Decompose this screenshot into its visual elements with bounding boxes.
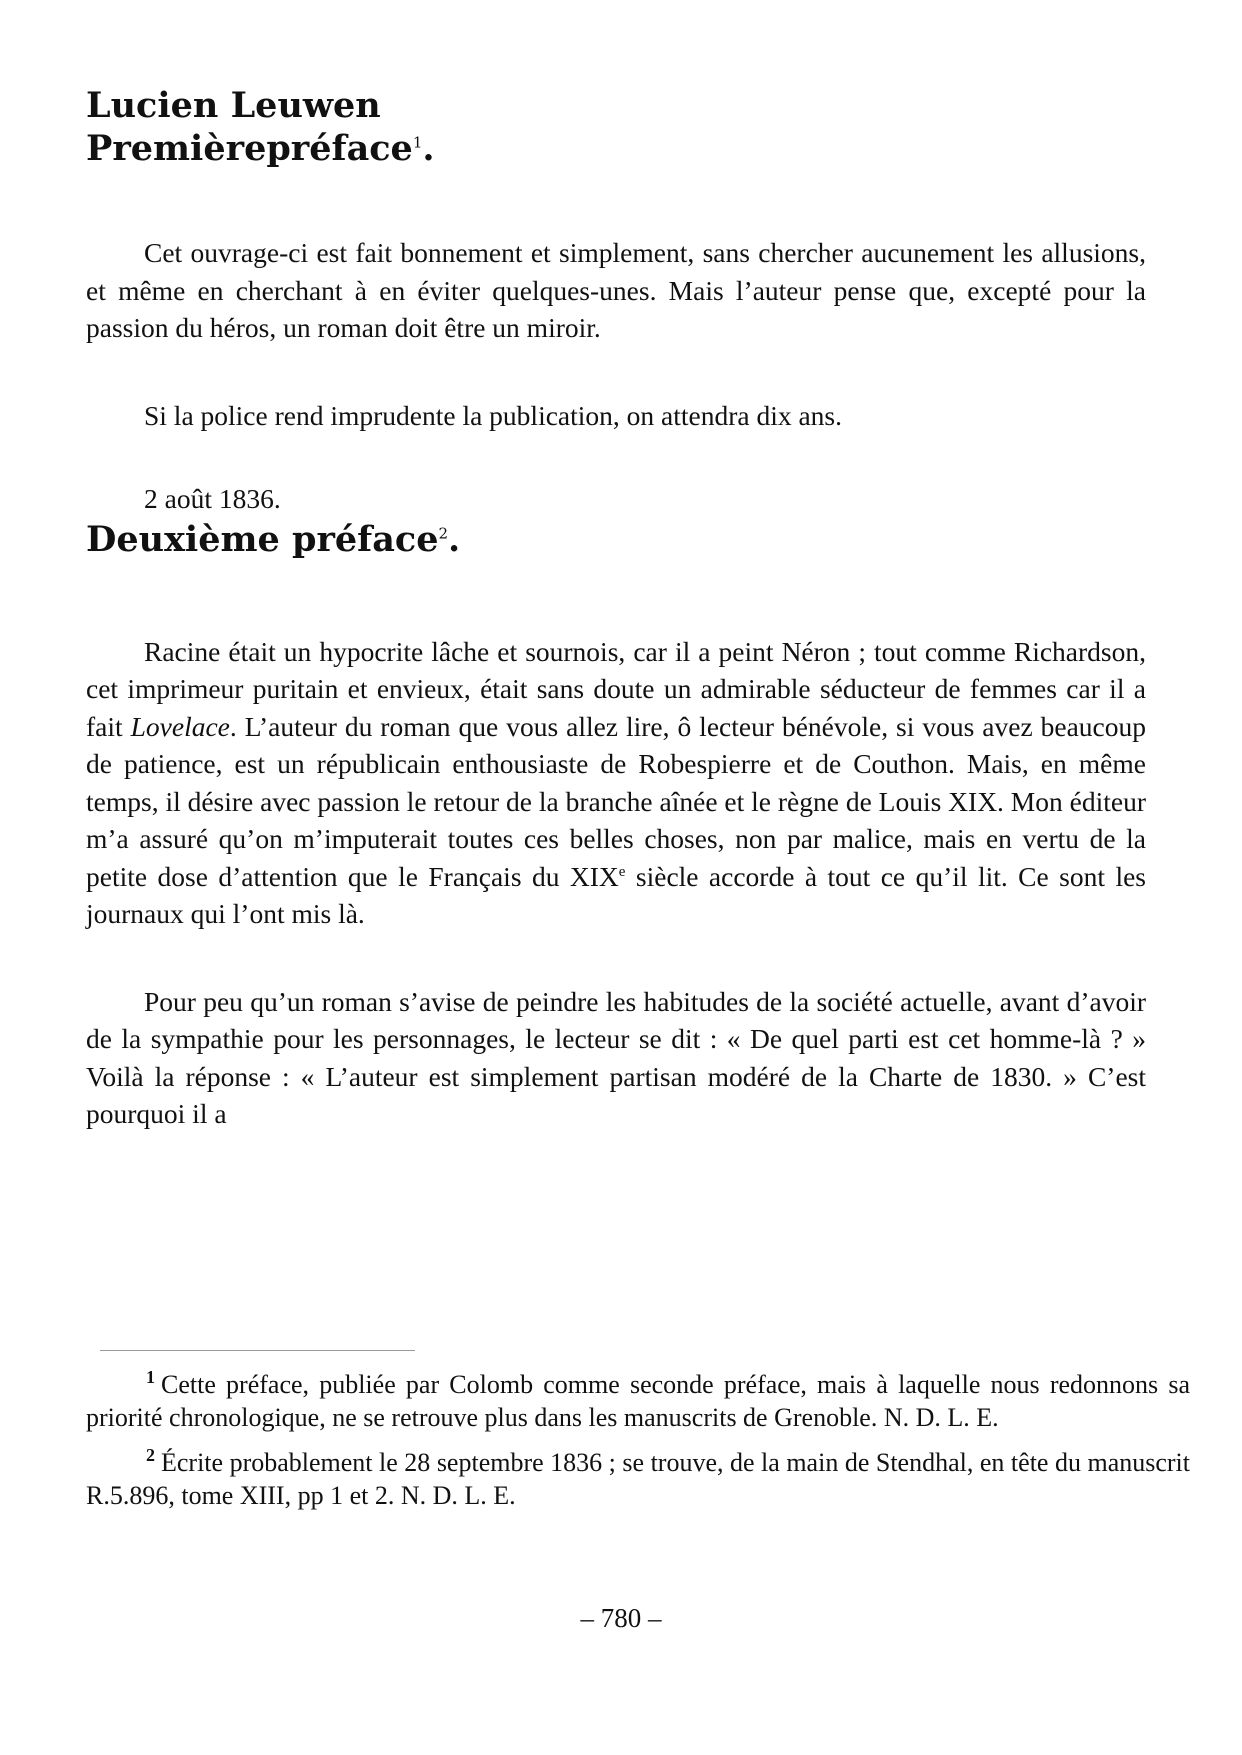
- paragraph-2: Si la police rend imprudente la publication, on attendra dix ans.: [144, 399, 843, 431]
- footnote-2: [86, 1446, 1190, 1512]
- footnote-2-number: 2: [146, 1445, 155, 1466]
- footnote-1: [86, 1368, 1190, 1434]
- paragraph-3-part-c: siècle accorde à tout ce qu’il lit. Ce sont les journaux qui l’ont mis là.: [86, 860, 1146, 929]
- preface-date: 2 août 1836.: [144, 483, 281, 514]
- footnote-1-number: 1: [146, 1367, 155, 1388]
- page-number: – 780 –: [580, 1603, 662, 1633]
- page-body: [86, 84, 1146, 1133]
- second-preface-heading-text: Deuxième préface: [86, 518, 439, 560]
- footnote-ref-1[interactable]: 1: [412, 133, 423, 152]
- first-preface-heading-text: Premièrepréface: [86, 128, 413, 169]
- footnote-divider: [100, 1350, 415, 1351]
- lovelace-italic: Lovelace: [130, 710, 230, 742]
- book-title-text: Lucien Leuwen: [86, 85, 381, 126]
- book-title: [86, 84, 1146, 127]
- paragraph-1: Cet ouvrage-ci est fait bonnement et simplement, sans chercher aucunement les allusions, et même en cherchant à en éviter quelques-unes. Mais l’auteur pense que, excepté pour la passion du héros, un roman doit être un miroir.: [86, 237, 1146, 343]
- first-preface-heading: [86, 127, 1146, 170]
- second-preface-heading: [86, 518, 1146, 561]
- footnotes: [86, 1368, 1190, 1524]
- paragraph-4: Pour peu qu’un roman s’avise de peindre les habitudes de la société actuelle, avant d’avoir de la sympathie pour les personnages, le lecteur se dit : « De quel parti est cet homme-là ? » Voilà la réponse : « L’auteur est simplement partisan modéré de la Charte de 1830. » C’est pourquoi il a: [86, 985, 1146, 1129]
- paragraph-3-part-b: . L’auteur du roman que vous allez lire, ô lecteur bénévole, si vous avez beaucoup de patience, est un républicain enthousiaste de Robespierre et de Couthon. Mais, en même temps, il désire avec passion le retour de la branche aînée et le règne de Louis XIX. Mon éditeur m’a assuré qu’on m’imputerait toutes ces belles choses, non par malice, mais en vertu de la petite dose d’attention que le Français du XIX: [86, 710, 1146, 892]
- first-preface-heading-dot: .: [422, 128, 435, 169]
- paragraph-3-part-a: Racine était un hypocrite lâche et sournois, car il a peint Néron ; tout comme Richardson, cet imprimeur puritain et envieux, était sans doute un admirable séducteur de femmes car il a fait: [86, 635, 1146, 742]
- footnote-2-text: Écrite probablement le 28 septembre 1836 ; se trouve, de la main de Stendhal, en tête du manuscrit R.5.896, tome XIII, pp 1 et 2. N. D. L. E.: [86, 1448, 1190, 1510]
- paragraph-3: [86, 633, 1146, 933]
- century-superscript: e: [618, 863, 626, 880]
- second-preface-heading-dot: .: [448, 518, 461, 560]
- footnote-ref-2[interactable]: 2: [438, 523, 449, 542]
- footnote-1-text: Cette préface, publiée par Colomb comme seconde préface, mais à laquelle nous redonnons sa priorité chronologique, ne se retrouve plus dans les manuscrits de Grenoble. N. D. L. E.: [86, 1370, 1190, 1432]
